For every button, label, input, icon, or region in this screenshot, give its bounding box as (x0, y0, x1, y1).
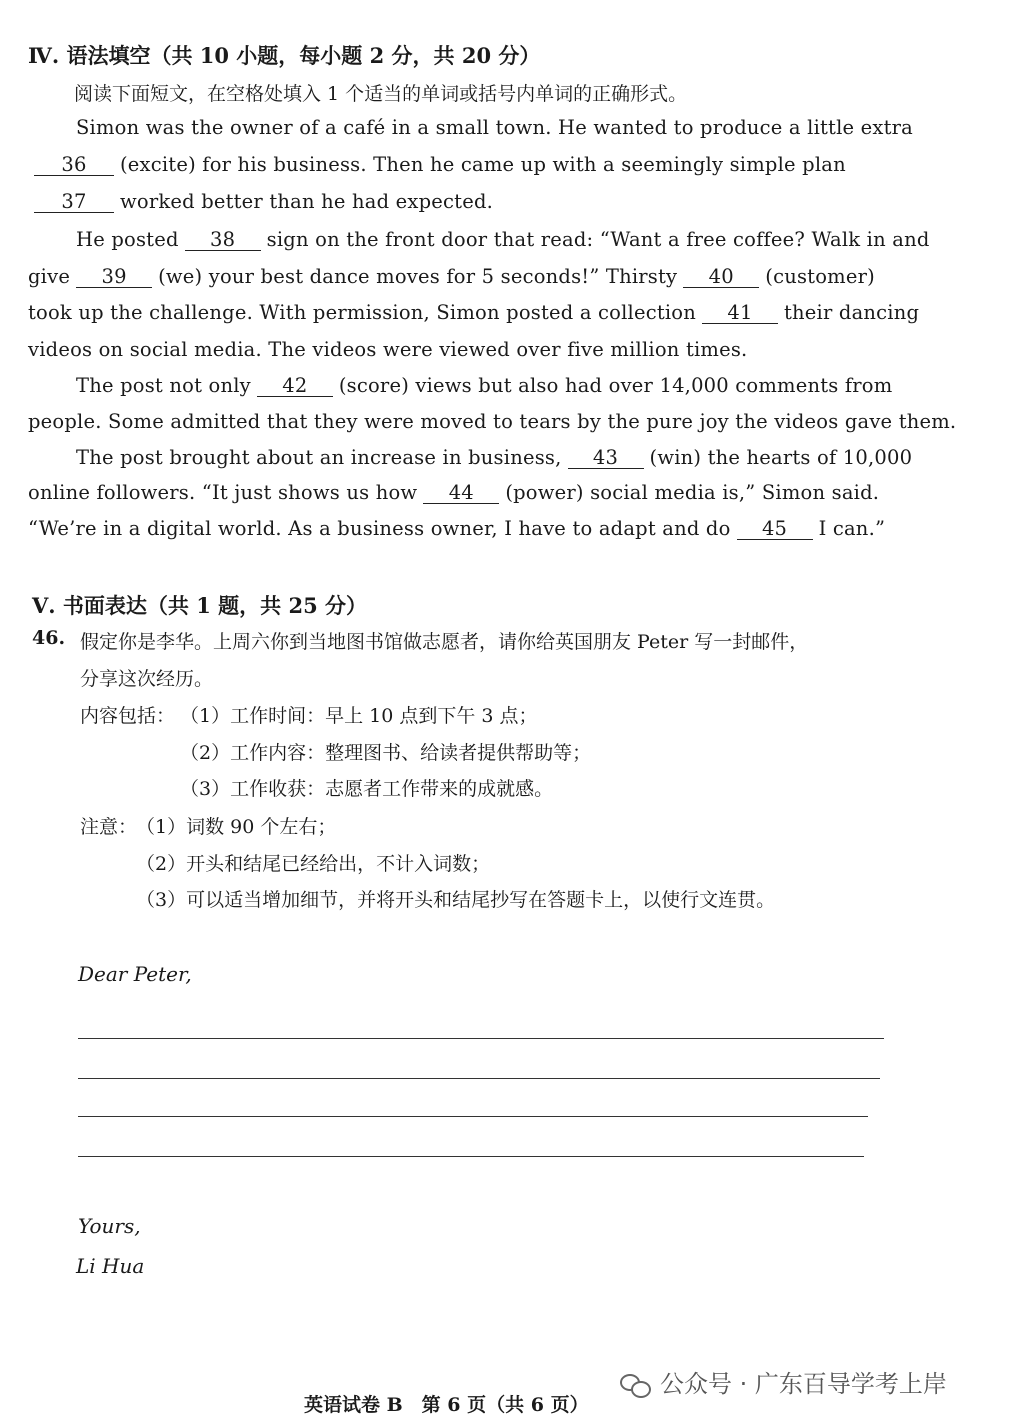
blank-45[interactable]: 45 (737, 519, 813, 540)
passage-line: The post not only 42 (score) views but also had over 14,000 comments from (76, 374, 893, 397)
passage-line: online followers. “It just shows us how 44 (power) social media is,” Simon said. (28, 481, 880, 504)
blank-42[interactable]: 42 (257, 376, 333, 397)
note-item: （2）开头和结尾已经给出，不计入词数； (136, 853, 491, 875)
blank-43[interactable]: 43 (568, 448, 644, 469)
blank-41[interactable]: 41 (702, 303, 778, 324)
answer-line[interactable] (78, 1078, 880, 1079)
note-item: （1）词数 90 个左右； (136, 816, 337, 838)
note-label: 注意： (80, 816, 138, 838)
note-item: （3）可以适当增加细节，并将开头和结尾抄写在答题卡上，以使行文连贯。 (136, 889, 776, 911)
letter-signature: Li Hua (76, 1254, 145, 1278)
content-item: （2）工作内容：整理图书、给读者提供帮助等； (180, 742, 592, 764)
watermark: 公众号 · 广东百导学考上岸 (620, 1364, 947, 1399)
blank-36[interactable]: 36 (34, 155, 114, 176)
content-item: （1）工作时间：早上 10 点到下午 3 点； (180, 705, 538, 727)
wechat-icon (620, 1374, 650, 1396)
passage-line: The post brought about an increase in business, 43 (win) the hearts of 10,000 (76, 446, 913, 469)
blank-37[interactable]: 37 (34, 192, 114, 213)
blank-40[interactable]: 40 (683, 267, 759, 288)
answer-line[interactable] (78, 1038, 884, 1039)
blank-44[interactable]: 44 (423, 483, 499, 504)
blank-38[interactable]: 38 (185, 230, 261, 251)
answer-line[interactable] (78, 1156, 864, 1157)
passage-line: 37 worked better than he had expected. (28, 190, 493, 213)
section-4-heading: Ⅳ. 语法填空（共 10 小题，每小题 2 分，共 20 分） (28, 43, 541, 68)
page-footer: 英语试卷 B 第 6 页（共 6 页） (304, 1394, 589, 1416)
section-4-instruction: 阅读下面短文，在空格处填入 1 个适当的单词或括号内单词的正确形式。 (74, 83, 688, 105)
section-5-heading: Ⅴ. 书面表达（共 1 题，共 25 分） (32, 593, 367, 618)
passage-line: took up the challenge. With permission, Simon posted a collection 41 their dancing (28, 301, 920, 324)
content-label: 内容包括： (80, 705, 176, 727)
passage-line: give 39 (we) your best dance moves for 5 seconds!” Thirsty 40 (customer) (28, 265, 875, 288)
passage-line: people. Some admitted that they were moved to tears by the pure joy the videos gave them. (28, 410, 957, 433)
letter-closing: Yours, (78, 1214, 141, 1238)
question-text: 假定你是李华。上周六你到当地图书馆做志愿者，请你给英国朋友 Peter 写一封邮件， (80, 631, 809, 653)
passage-line: Simon was the owner of a café in a small town. He wanted to produce a little extra (76, 116, 913, 139)
question-number: 46. (32, 627, 66, 649)
passage-line: “We’re in a digital world. As a business owner, I have to adapt and do 45 I can.” (28, 517, 886, 540)
blank-39[interactable]: 39 (76, 267, 152, 288)
letter-salutation: Dear Peter, (78, 962, 192, 986)
content-item: （3）工作收获：志愿者工作带来的成就感。 (180, 778, 554, 800)
answer-line[interactable] (78, 1116, 868, 1117)
passage-line: He posted 38 sign on the front door that read: “Want a free coffee? Walk in and (76, 228, 930, 251)
passage-line: 36 (excite) for his business. Then he came up with a seemingly simple plan (28, 153, 846, 176)
passage-line: videos on social media. The videos were viewed over five million times. (28, 338, 748, 361)
question-text: 分享这次经历。 (80, 668, 214, 690)
